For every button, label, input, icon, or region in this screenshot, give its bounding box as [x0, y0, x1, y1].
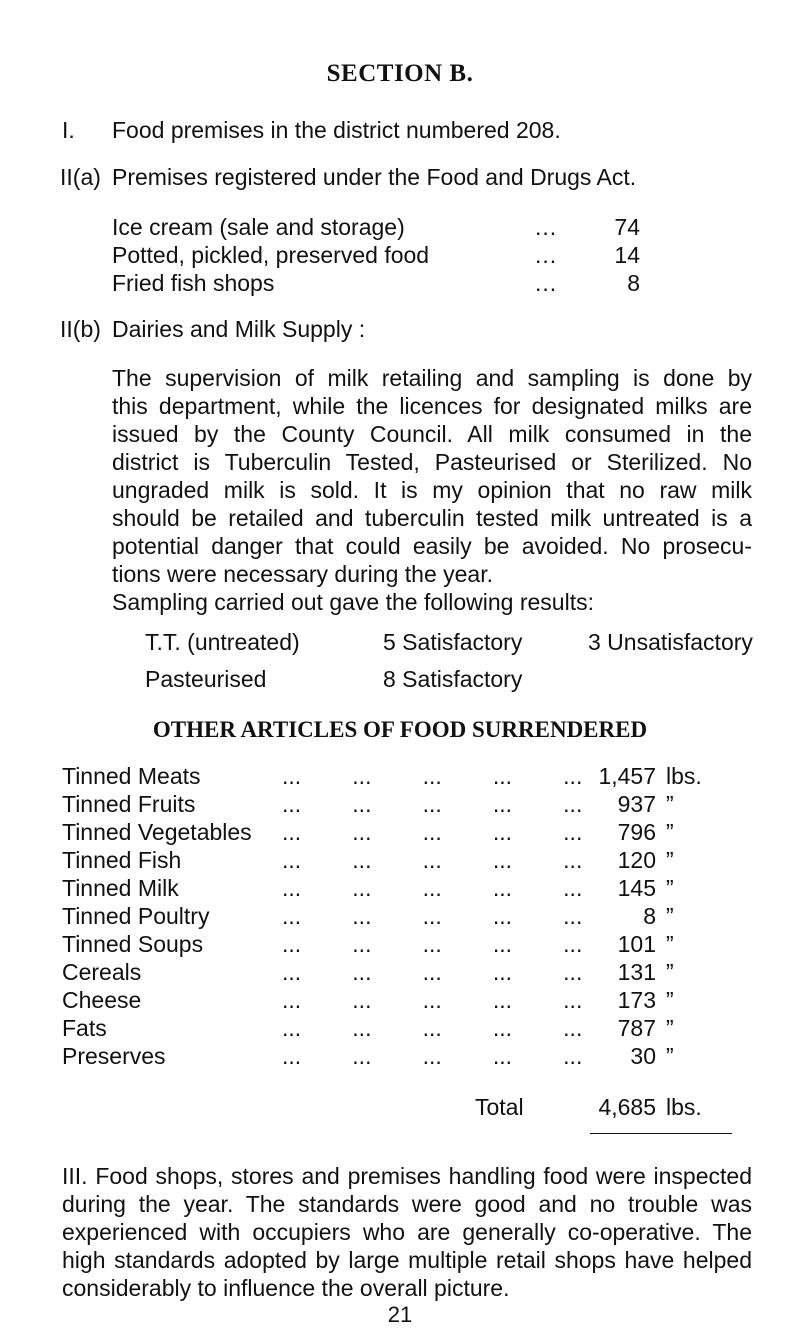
paragraph-line: III. Food shops, stores and premises handling food were inspected — [62, 1163, 752, 1189]
food-item-value: 131 — [617, 959, 656, 985]
leader-dots: ... ... ... ... ... — [282, 791, 583, 817]
food-item-label: Cheese — [62, 987, 142, 1013]
sampling-intro: Sampling carried out gave the following results: — [112, 589, 594, 615]
food-item-label: Tinned Fish — [62, 847, 182, 873]
item-1-number: I. — [62, 117, 75, 143]
food-item-value: 8 — [643, 903, 656, 929]
food-item-label: Preserves — [62, 1043, 166, 1069]
food-item-value: 1,457 — [598, 763, 656, 789]
item-2b-number: II(b) — [60, 316, 101, 342]
food-item-unit: ” — [666, 903, 674, 929]
food-item-unit: ” — [666, 791, 674, 817]
sample-satisfactory: 8 Satisfactory — [383, 666, 523, 692]
food-item-value: 787 — [617, 1015, 656, 1041]
food-item-unit: ” — [666, 819, 674, 845]
sample-type: T.T. (untreated) — [145, 629, 300, 655]
food-item-label: Tinned Fruits — [62, 791, 196, 817]
leader-dots: ... ... ... ... ... — [282, 847, 583, 873]
food-item-value: 101 — [617, 931, 656, 957]
leader-dots: ... ... ... ... ... — [282, 987, 583, 1013]
food-item-unit: ” — [666, 875, 674, 901]
leader-dots: ... — [535, 214, 558, 240]
paragraph-line: issued by the County Council. All milk consumed in the — [112, 421, 752, 447]
item-2a-number: II(a) — [60, 164, 101, 190]
paragraph-line: district is Tuberculin Tested, Pasteurised or Sterilized. No — [112, 449, 752, 475]
food-item-value: 30 — [630, 1043, 656, 1069]
total-value: 4,685 — [598, 1094, 656, 1120]
item-1-text: Food premises in the district numbered 208. — [112, 117, 561, 143]
paragraph-line: tions were necessary during the year. — [112, 561, 493, 587]
food-item-unit: ” — [666, 959, 674, 985]
registered-count: 14 — [614, 242, 640, 268]
food-item-value: 173 — [617, 987, 656, 1013]
sample-satisfactory: 5 Satisfactory — [383, 629, 523, 655]
leader-dots: ... ... ... ... ... — [282, 931, 583, 957]
food-item-label: Tinned Poultry — [62, 903, 210, 929]
food-item-value: 796 — [617, 819, 656, 845]
food-item-label: Cereals — [62, 959, 142, 985]
leader-dots: ... ... ... ... ... — [282, 1043, 583, 1069]
registered-label: Fried fish shops — [112, 270, 275, 296]
leader-dots: ... ... ... ... ... — [282, 959, 583, 985]
registered-count: 74 — [614, 214, 640, 240]
paragraph-line: ungraded milk is sold. It is my opinion that no raw milk — [112, 477, 752, 503]
food-item-label: Tinned Soups — [62, 931, 204, 957]
food-item-unit: ” — [666, 1015, 674, 1041]
registered-label: Ice cream (sale and storage) — [112, 214, 405, 240]
leader-dots: ... ... ... ... ... — [282, 875, 583, 901]
page-number: 21 — [387, 1302, 413, 1327]
food-item-unit: ” — [666, 931, 674, 957]
leader-dots: ... — [535, 270, 558, 296]
food-item-label: Tinned Vegetables — [62, 819, 252, 845]
paragraph-line: this department, while the licences for designated milks are — [112, 393, 752, 419]
food-item-label: Tinned Milk — [62, 875, 179, 901]
total-label: Total — [475, 1094, 524, 1120]
food-item-unit: ” — [666, 847, 674, 873]
leader-dots: ... ... ... ... ... — [282, 1015, 583, 1041]
paragraph-line: experienced with occupiers who are generally co-operative. The — [62, 1219, 752, 1245]
paragraph-line: considerably to influence the overall picture. — [62, 1275, 510, 1301]
paragraph-line: should be retailed and tuberculin tested milk untreated is a — [112, 505, 752, 531]
leader-dots: ... ... ... ... ... — [282, 903, 583, 929]
food-item-unit: ” — [666, 987, 674, 1013]
total-unit: lbs. — [666, 1094, 702, 1120]
sample-unsatisfactory: 3 Unsatisfactory — [588, 629, 753, 655]
item-2b-text: Dairies and Milk Supply : — [112, 316, 366, 342]
item-3-number: III. — [62, 1163, 96, 1189]
registered-count: 8 — [627, 270, 640, 296]
food-item-unit: lbs. — [666, 763, 702, 789]
paragraph-line: high standards adopted by large multiple retail shops have helped — [62, 1247, 752, 1273]
surrendered-title: OTHER ARTICLES OF FOOD SURRENDERED — [152, 717, 648, 742]
leader-dots: ... ... ... ... ... — [282, 763, 583, 789]
paragraph-line: during the year. The standards were good and no trouble was — [62, 1191, 752, 1217]
food-item-unit: ” — [666, 1043, 674, 1069]
leader-dots: ... — [535, 242, 558, 268]
registered-label: Potted, pickled, preserved food — [112, 242, 430, 268]
total-underline — [590, 1133, 732, 1134]
food-item-label: Fats — [62, 1015, 107, 1041]
paragraph-line: The supervision of milk retailing and sampling is done by — [112, 365, 752, 391]
food-item-value: 145 — [617, 875, 656, 901]
leader-dots: ... ... ... ... ... — [282, 819, 583, 845]
food-item-value: 937 — [617, 791, 656, 817]
section-title: SECTION B. — [326, 60, 474, 87]
sample-type: Pasteurised — [145, 666, 267, 692]
food-item-value: 120 — [617, 847, 656, 873]
food-item-label: Tinned Meats — [62, 763, 201, 789]
paragraph-line: potential danger that could easily be avoided. No prosecu- — [112, 533, 752, 559]
item-2a-text: Premises registered under the Food and Drugs Act. — [112, 164, 637, 190]
